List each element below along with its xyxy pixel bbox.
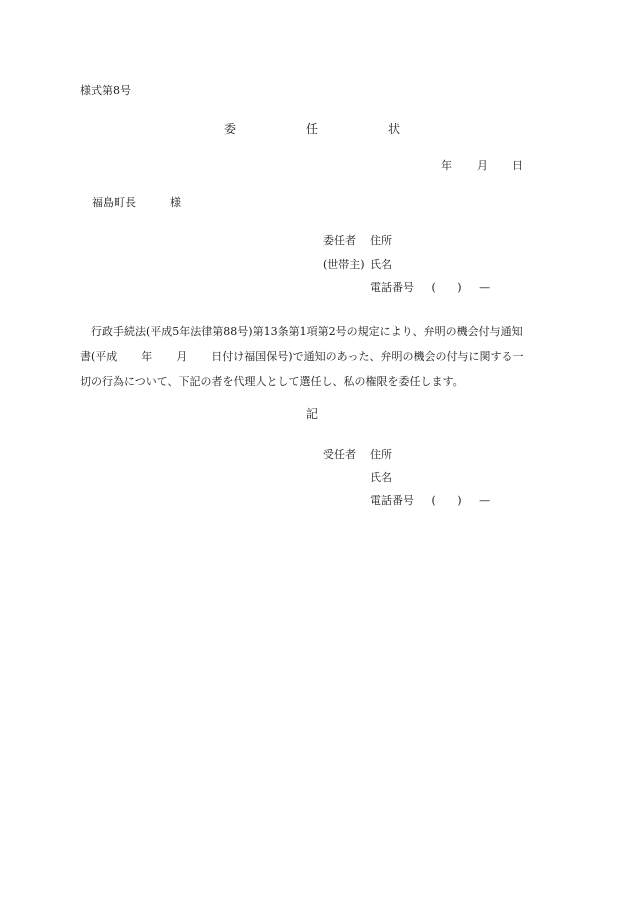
principal-phone-close: ): [457, 281, 462, 294]
agent-phone-open: (: [431, 494, 436, 507]
statement-line-1: 行政手続法(平成5年法律第88号)第13条第1項第2号の規定により、弁明の機会付与通知: [91, 325, 523, 338]
title-char-2: 任: [306, 122, 319, 136]
principal-name-label: 氏名: [370, 258, 392, 271]
addressee: [92, 194, 181, 210]
addressee-honorific: 様: [170, 196, 181, 209]
date-month-label: 月: [477, 159, 488, 172]
agent-phone-dash: —: [479, 494, 491, 507]
title-char-3: 状: [388, 122, 401, 136]
principal-phone-open: (: [431, 281, 436, 294]
statement-line-2: [80, 344, 550, 369]
agent-name-label: 氏名: [370, 471, 392, 484]
addressee-name: 福島町長: [92, 196, 136, 209]
title-char-1: 委: [224, 122, 237, 136]
statement-line-2-start: 書(平成: [80, 350, 118, 363]
statement-month-label: 月: [176, 350, 188, 363]
agent-address-label: 住所: [370, 448, 392, 461]
date-year-label: 年: [441, 159, 452, 172]
statement-year-label: 年: [141, 350, 153, 363]
principal-phone-dash: —: [479, 281, 491, 294]
form-number: 様式第8号: [80, 84, 131, 97]
agent-phone: [370, 492, 490, 508]
agent-role: 受任者: [323, 448, 356, 461]
principal-phone: [370, 279, 490, 295]
statement-line-2-end: 日付け福国保号)で通知のあった、弁明の機会の付与に関する一: [211, 350, 524, 363]
principal-role: 委任者: [323, 234, 356, 247]
principal-address-label: 住所: [370, 234, 392, 247]
statement-line-3: 切の行為について、下記の者を代理人として選任し、私の権限を委任します。: [80, 375, 464, 388]
agent-phone-close: ): [457, 494, 462, 507]
delegation-statement: [80, 319, 550, 394]
principal-phone-label: 電話番号: [370, 281, 414, 294]
ki-heading: 記: [306, 407, 319, 421]
date-day-label: 日: [512, 159, 523, 172]
agent-phone-label: 電話番号: [370, 494, 414, 507]
principal-role-note: (世帯主): [323, 258, 365, 271]
